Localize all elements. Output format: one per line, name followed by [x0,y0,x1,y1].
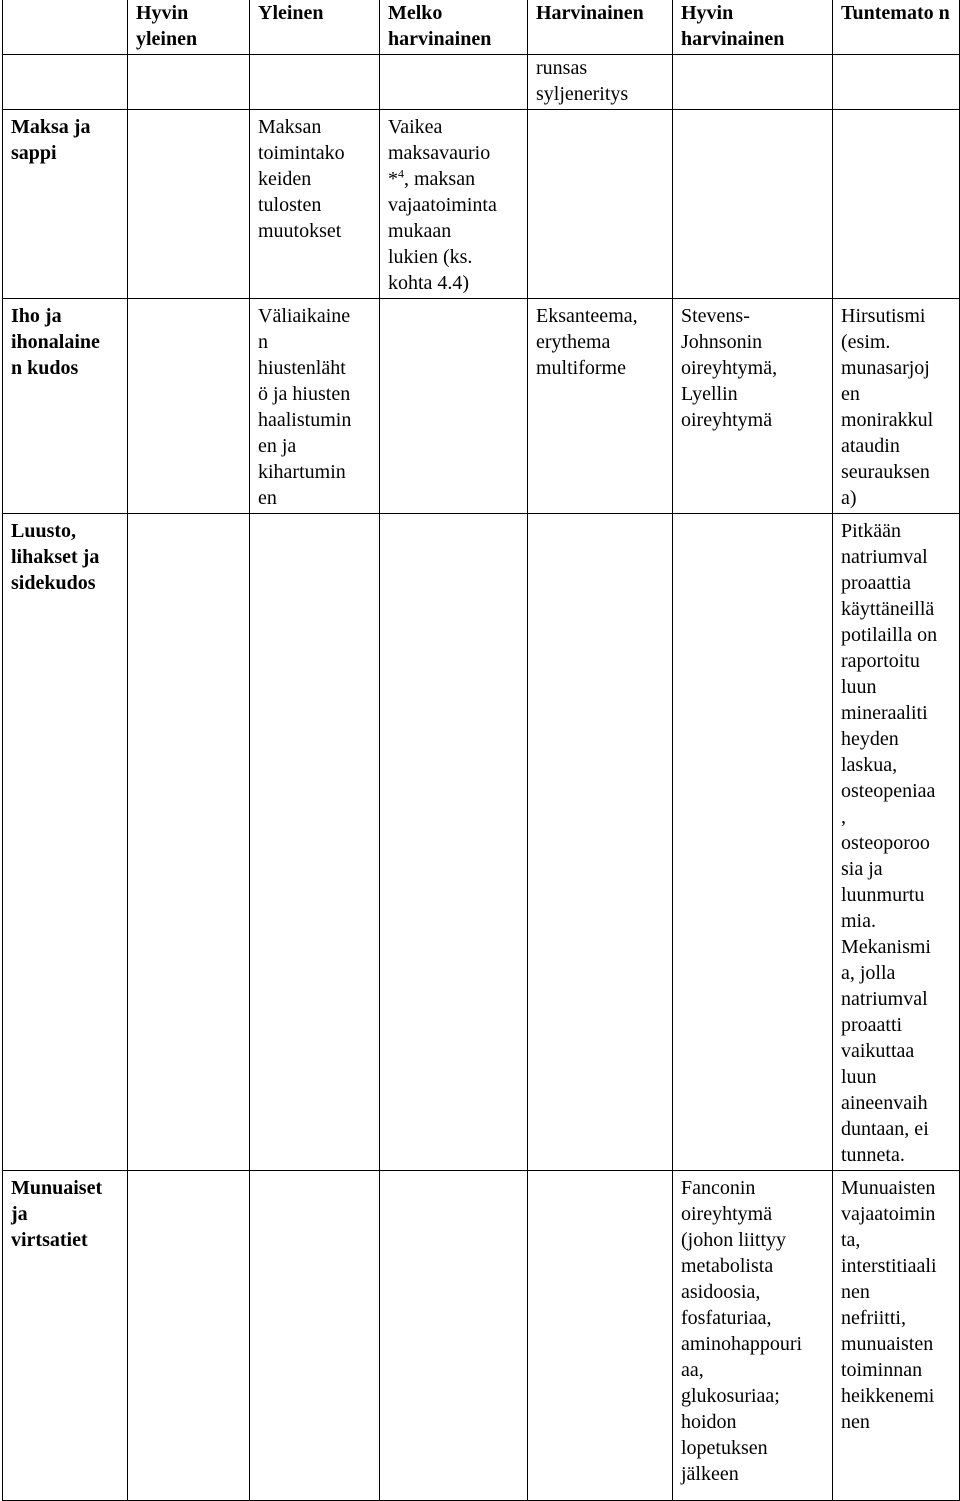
unknown-cell: Pitkään natriumval proaattia käyttäneillä potilailla on raportoitu luun mineraaliti heyden laskua, osteopeniaa , osteoporoo sia ja luunmurtu mia. Mekanismi a, jolla natriumval proaatti vaikuttaa luun aineenvaih duntaan, ei tunneta. [833,514,960,1171]
adverse-effects-table [2,0,960,1501]
rare-cell: Eksanteema, erythema multiforme [528,299,673,514]
header-unknown: Tuntemato n [833,0,960,55]
very-rare-cell [673,514,833,1171]
organ-cell [3,55,128,110]
common-cell: Maksan toimintako keiden tulosten muutokset [250,110,380,299]
uncommon-cell [380,1171,528,1501]
unknown-cell [833,55,960,110]
uncommon-cell [380,110,528,299]
very-common-cell [128,110,250,299]
common-cell [250,1171,380,1501]
uncommon-cell [380,55,528,110]
very-common-cell [128,1171,250,1501]
very-common-cell [128,55,250,110]
uncommon-text: Vaikea maksavaurio * [388,116,491,190]
uncommon-text-cont: , maksan vajaatoiminta mukaan lukien (ks. kohta 4.4) [388,168,497,294]
table-row [3,514,960,1171]
unknown-cell [833,110,960,299]
very-common-cell [128,514,250,1171]
rare-cell [528,1171,673,1501]
table-row [3,1171,960,1501]
header-common: Yleinen [250,0,380,55]
organ-cell: Munuaiset ja virtsatiet [3,1171,128,1501]
common-cell [250,514,380,1171]
organ-cell: Luusto, lihakset ja sidekudos [3,514,128,1171]
very-rare-cell [673,55,833,110]
header-very-rare: Hyvin harvinainen [673,0,833,55]
table-row [3,110,960,299]
header-rare: Harvinainen [528,0,673,55]
header-organ [3,0,128,55]
common-cell [250,55,380,110]
common-cell: Väliaikaine n hiustenläht ö ja hiusten haalistumin en ja kihartumin en [250,299,380,514]
very-rare-cell [673,110,833,299]
table-row [3,55,960,110]
rare-cell [528,110,673,299]
uncommon-cell [380,299,528,514]
table-row [3,299,960,514]
header-row [3,0,960,55]
unknown-cell: Hirsutismi (esim. munasarjoj en monirakkul ataudin seurauksen a) [833,299,960,514]
header-uncommon: Melko harvinainen [380,0,528,55]
footnote-marker: 4 [398,166,404,181]
uncommon-cell [380,514,528,1171]
organ-cell: Iho ja ihonalaine n kudos [3,299,128,514]
very-rare-cell: Fanconin oireyhtymä (johon liittyy metabolista asidoosia, fosfaturiaa, aminohappouri aa, glukosuriaa; hoidon lopetuksen jälkeen [673,1171,833,1501]
unknown-cell: Munuaisten vajaatoimin ta, interstitiaali nen nefriitti, munuaisten toiminnan heikkenemi nen [833,1171,960,1501]
rare-cell: runsas syljeneritys [528,55,673,110]
organ-cell: Maksa ja sappi [3,110,128,299]
header-very-common: Hyvin yleinen [128,0,250,55]
very-rare-cell: Stevens- Johnsonin oireyhtymä, Lyellin oireyhtymä [673,299,833,514]
rare-cell [528,514,673,1171]
very-common-cell [128,299,250,514]
